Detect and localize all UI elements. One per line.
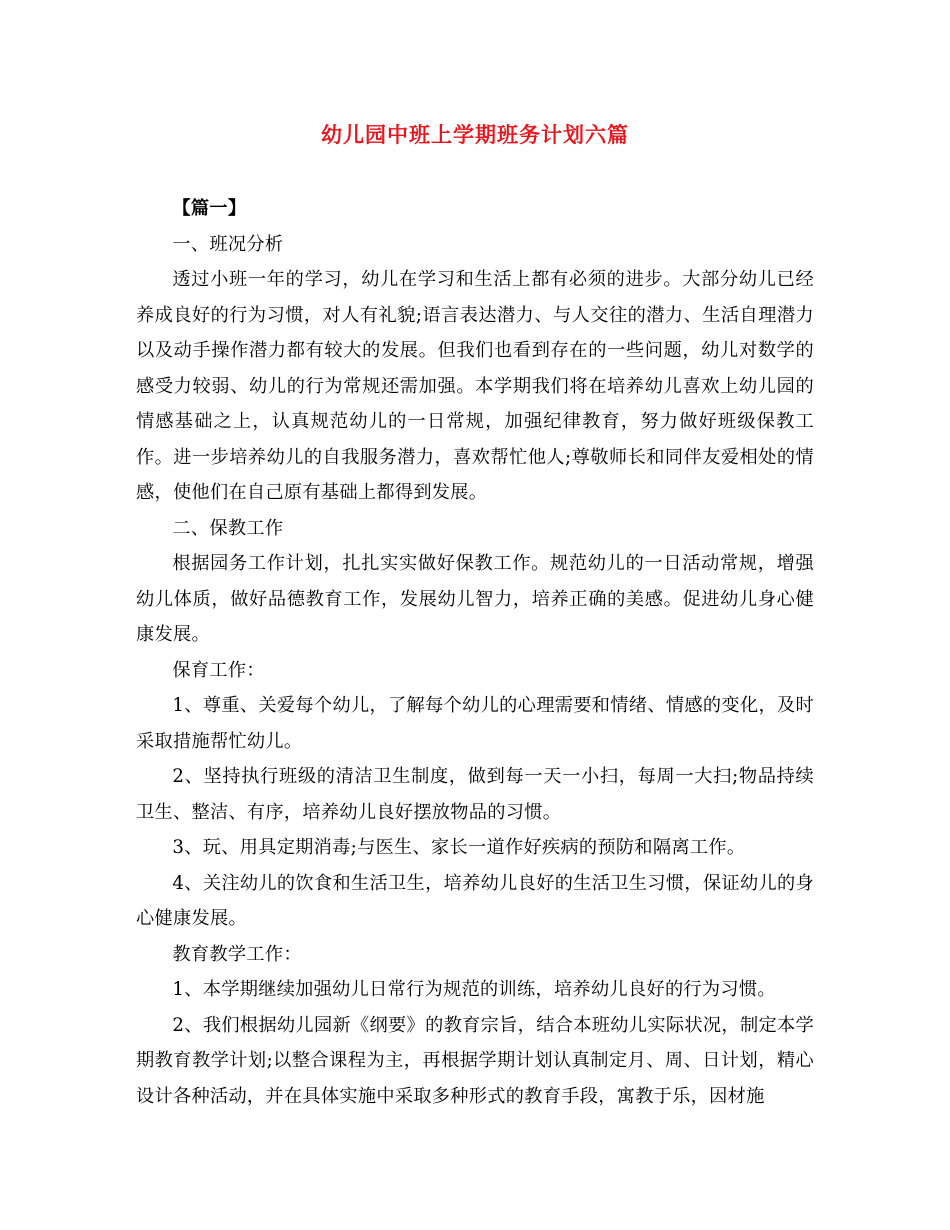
- document-body: [136, 191, 814, 1114]
- heading-teaching: 教育教学工作：: [172, 943, 302, 965]
- care-education-paragraph: 根据园务工作计划，扎扎实实做好保教工作。规范幼儿的一日活动常规，增强幼儿体质，做好品德教育工作，发展幼儿智力，培养正确的美感。促进幼儿身心健康发展。: [136, 553, 814, 645]
- nursing-item-4: 4、关注幼儿的饮食和生活卫生，培养幼儿良好的生活卫生习惯，保证幼儿的身心健康发展。: [136, 872, 814, 929]
- nursing-item-3: 3、玩、用具定期消毒;与医生、家长一道作好疾病的预防和隔离工作。: [172, 837, 746, 858]
- nursing-item-2: 2、坚持执行班级的清洁卫生制度，做到每一天一小扫，每周一大扫;物品持续卫生、整洁、有序，培养幼儿良好摆放物品的习惯。: [136, 766, 814, 823]
- teaching-item-1: 1、本学期继续加强幼儿日常行为规范的训练，培养幼儿良好的行为习惯。: [172, 979, 776, 1000]
- teaching-item-2: 2、我们根据幼儿园新《纲要》的教育宗旨，结合本班幼儿实际状况，制定本学期教育教学计划;以整合课程为主，再根据学期计划认真制定月、周、日计划，精心设计各种活动，并在具体实施中采取多种形式的教育手段，寓教于乐，因材施: [136, 1014, 814, 1107]
- heading-care-education: 二、保教工作: [172, 517, 284, 539]
- section-marker: 【篇一】: [172, 198, 247, 219]
- heading-nursing: 保育工作：: [172, 659, 265, 681]
- heading-class-analysis: 一、班况分析: [172, 233, 284, 255]
- nursing-item-1: 1、尊重、关爱每个幼儿，了解每个幼儿的心理需要和情绪、情感的变化，及时采取措施帮忙幼儿。: [136, 695, 814, 752]
- class-analysis-paragraph: 透过小班一年的学习，幼儿在学习和生活上都有必须的进步。大部分幼儿已经养成良好的行为习惯，对人有礼貌;语言表达潜力、与人交往的潜力、生活自理潜力以及动手操作潜力都有较大的发展。但我们也看到存在的一些问题，幼儿对数学的感受力较弱、幼儿的行为常规还需加强。本学期我们将在培养幼儿喜欢上幼儿园的情感基础之上，认真规范幼儿的一日常规，加强纪律教育，努力做好班级保教工作。进一步培养幼儿的自我服务潜力，喜欢帮忙他人;尊敬师长和同伴友爱相处的情感，使他们在自己原有基础上都得到发展。: [136, 269, 814, 503]
- document-title: 幼儿园中班上学期班务计划六篇: [321, 123, 629, 147]
